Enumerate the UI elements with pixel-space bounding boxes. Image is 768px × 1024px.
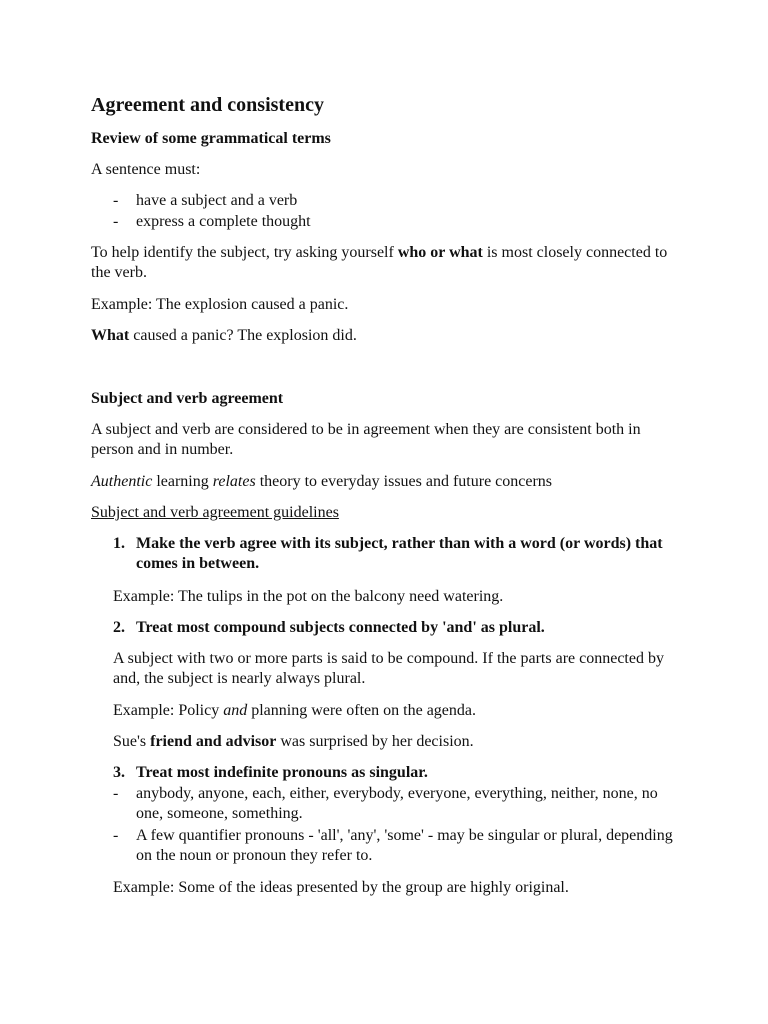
bullet-dash: - (113, 827, 119, 844)
sue-pre: Sue's (113, 733, 151, 750)
what-rest: caused a panic? The explosion did. (129, 327, 357, 344)
guideline-2-sue (113, 732, 683, 752)
example-pre: Example: Policy (113, 702, 224, 719)
relates-italic: relates (212, 473, 256, 490)
example-post: planning were often on the agenda. (247, 702, 477, 719)
example-italic: and (223, 702, 248, 719)
identify-pre: To help identify the subject, try asking yourself (91, 244, 398, 261)
sue-bold: friend and advisor (150, 733, 277, 750)
guideline-3-text: Treat most indefinite pronouns as singular. (136, 764, 428, 781)
identify-paragraph (91, 243, 681, 283)
authentic-italic: Authentic (91, 473, 153, 490)
what-paragraph (91, 326, 681, 346)
authentic-paragraph (91, 472, 681, 492)
agreement-definition: A subject and verb are considered to be in agreement when they are consistent both in person and in number. (91, 421, 641, 458)
guideline-3-bullet-2: A few quantifier pronouns - 'all', 'any', 'some' - may be singular or plural, depending on the noun or pronoun they refer to. (136, 827, 673, 864)
guideline-2-example (113, 701, 683, 721)
identify-post: is most closely connected to the verb. (91, 244, 668, 281)
review-heading: Review of some grammatical terms (91, 130, 331, 147)
review-bullet-1: have a subject and a verb (136, 192, 298, 209)
guideline-2-description: A subject with two or more parts is said to be compound. If the parts are connected by and, the subject is nearly always plural. (113, 650, 664, 687)
guideline-3-example: Example: Some of the ideas presented by the group are highly original. (113, 879, 569, 896)
document-title: Agreement and consistency (91, 94, 324, 116)
authentic-rest: theory to everyday issues and future concerns (255, 473, 553, 490)
review-bullet-2: express a complete thought (136, 213, 311, 230)
what-bold: What (91, 327, 130, 344)
review-example: Example: The explosion caused a panic. (91, 296, 349, 313)
guidelines-heading: Subject and verb agreement guidelines (91, 504, 339, 521)
agreement-heading: Subject and verb agreement (91, 390, 284, 407)
authentic-mid: learning (152, 473, 213, 490)
identify-bold: who or what (397, 244, 483, 261)
guideline-1-example: Example: The tulips in the pot on the balcony need watering. (113, 588, 504, 605)
guideline-3-bullet-1: anybody, anyone, each, either, everybody, everyone, everything, neither, none, no one, someone, something. (136, 785, 658, 822)
bullet-dash: - (113, 192, 119, 209)
guideline-1-text: Make the verb agree with its subject, rather than with a word (or words) that comes in between. (136, 535, 663, 572)
review-intro: A sentence must: (91, 161, 201, 178)
bullet-dash: - (113, 213, 119, 230)
sue-post: was surprised by her decision. (276, 733, 474, 750)
guideline-1-number: 1. (113, 535, 125, 552)
guideline-2-text: Treat most compound subjects connected by 'and' as plural. (136, 619, 545, 636)
guideline-2-number: 2. (113, 619, 125, 636)
bullet-dash: - (113, 785, 119, 802)
guideline-3-number: 3. (113, 764, 125, 781)
